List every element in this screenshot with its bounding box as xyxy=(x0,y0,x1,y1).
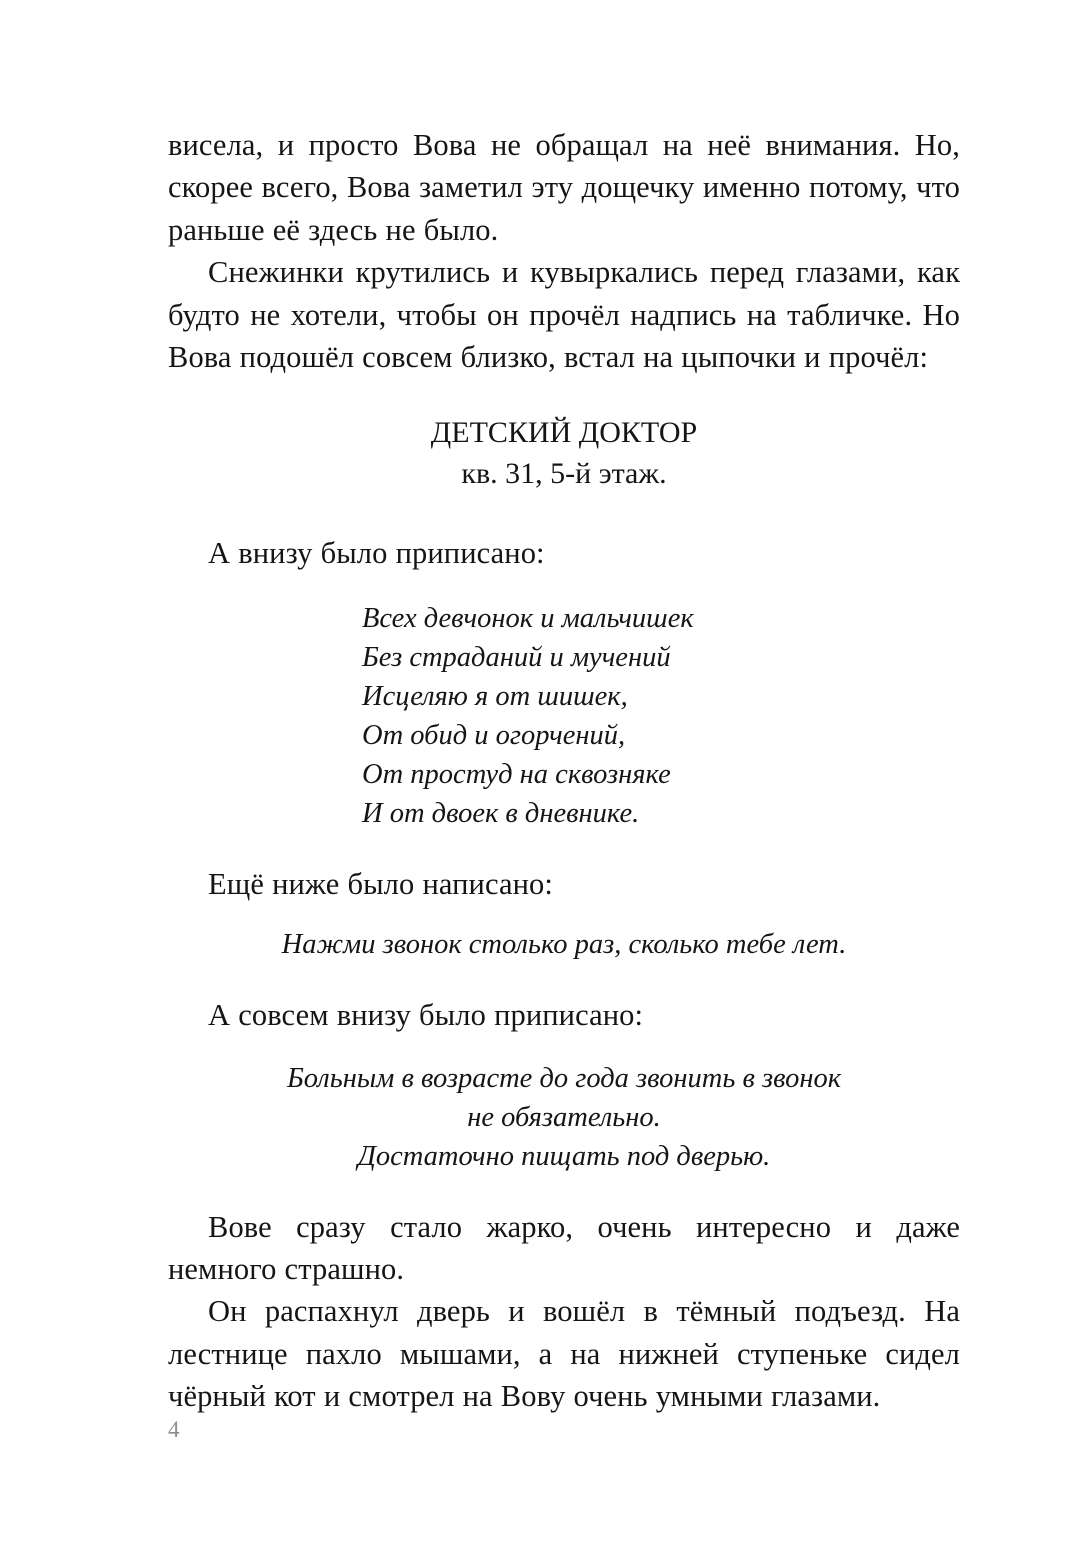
spacer xyxy=(168,1037,960,1059)
spacer xyxy=(168,378,960,412)
verse-line-1: Всех девчонок и мальчишек xyxy=(362,602,694,634)
paragraph-snowflakes: Снежинки крутились и кувыркались перед глазами, как будто не хотели, чтобы он прочёл надпись на табличке. Но Вова подошёл совсем близко, встал на цыпочки и прочёл: xyxy=(168,255,960,375)
lead-in-bottom: А совсем внизу было приписано: xyxy=(208,998,644,1033)
paragraph-vova-hot: Вове сразу стало жарко, очень интересно и даже немного страшно. xyxy=(168,1209,960,1287)
spacer xyxy=(168,833,960,863)
doorplate-address: кв. 31, 5-й этаж. xyxy=(461,457,667,491)
verse-line-3: Исцеляю я от шишек, xyxy=(362,680,628,712)
verse-line-4: От обид и огорчений, xyxy=(362,719,626,751)
infants-note-line-1: Больным в возрасте до года звонить в звонок xyxy=(286,1062,842,1094)
doorplate-sign xyxy=(168,412,960,494)
lead-in-lower: Ещё ниже было написано: xyxy=(208,866,553,901)
doorbell-note: Нажми звонок столько раз, сколько тебе лет. xyxy=(281,929,847,961)
spacer xyxy=(168,1176,960,1206)
paragraph-entrance: Он распахнул дверь и вошёл в тёмный подъезд. На лестнице пахло мышами, а на нижней ступеньке сидел чёрный кот и смотрел на Вову очень умными глазами. xyxy=(168,1294,960,1414)
verse-poem xyxy=(168,599,960,833)
doorplate-title: ДЕТСКИЙ ДОКТОР xyxy=(430,416,698,450)
lead-in-below: А внизу было приписано: xyxy=(208,536,545,571)
verse-line-6: И от двоек в дневнике. xyxy=(362,797,640,829)
infants-note-line-3: Достаточно пищать под дверью. xyxy=(357,1140,771,1172)
text-column xyxy=(168,124,960,1418)
spacer xyxy=(168,964,960,994)
spacer xyxy=(168,905,960,925)
verse-line-5: От простуд на сквозняке xyxy=(362,758,671,790)
spacer xyxy=(168,494,960,532)
spacer xyxy=(168,575,960,599)
paragraph-continuation: висела, и просто Вова не обращал на неё внимания. Но, скорее всего, Вова заметил эту дощечку именно потому, что раньше её здесь не было. xyxy=(168,128,960,247)
infants-note xyxy=(168,1059,960,1176)
page-number: 4 xyxy=(168,1417,180,1442)
verse-line-2: Без страданий и мучений xyxy=(362,641,671,673)
infants-note-line-2: не обязательно. xyxy=(467,1101,661,1133)
